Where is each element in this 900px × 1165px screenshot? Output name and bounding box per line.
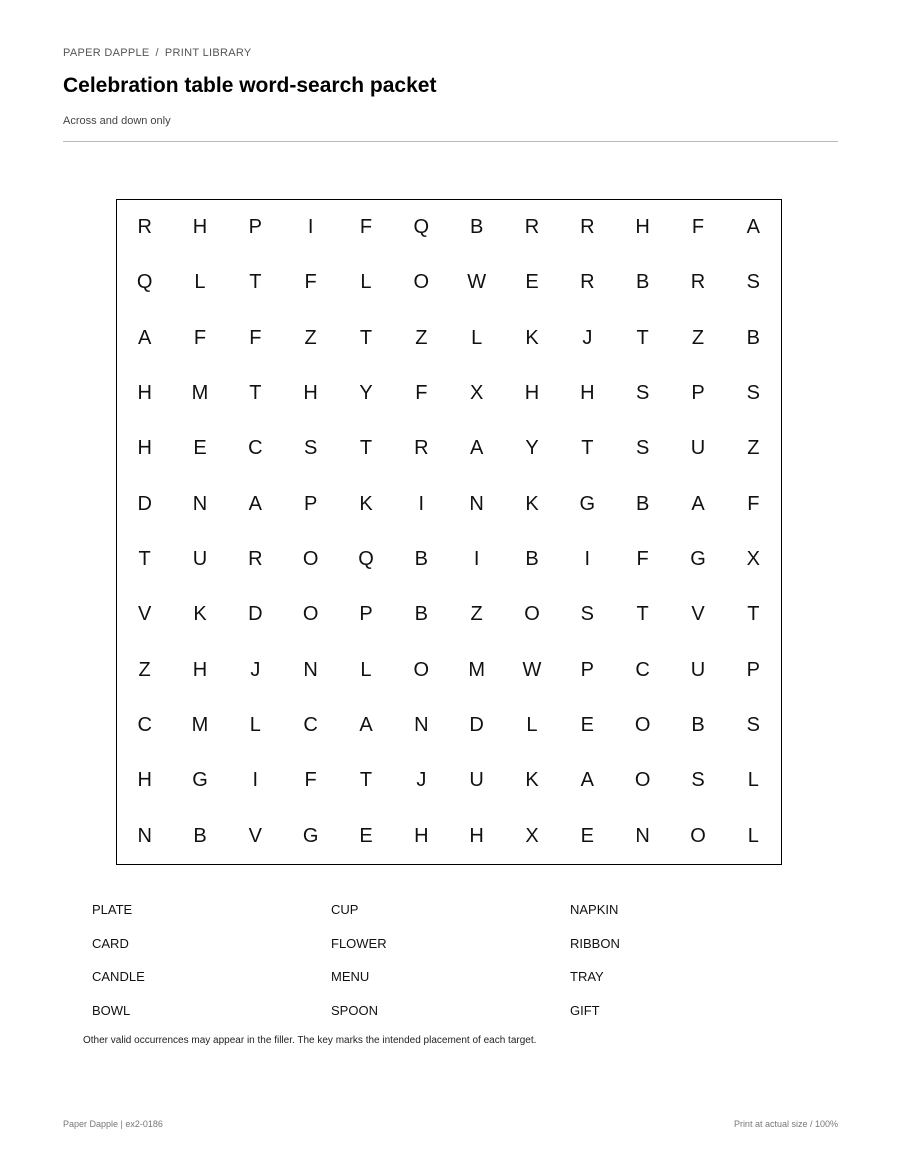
grid-cell: N — [137, 824, 152, 847]
grid-cell: E — [525, 271, 539, 294]
grid-cell: J — [250, 658, 261, 681]
grid-cell: N — [469, 492, 484, 515]
grid-cell: N — [192, 492, 208, 515]
footer-print-hint: Print at actual size / 100% — [733, 1119, 838, 1129]
grid-cell: V — [137, 603, 152, 626]
word-list-item: NAPKIN — [570, 902, 619, 917]
grid-cell: U — [690, 658, 706, 681]
grid-cell: N — [635, 824, 650, 847]
grid-cell: M — [191, 382, 209, 405]
grid-cell: A — [691, 492, 705, 515]
grid-cell: Q — [136, 271, 153, 294]
breadcrumb-item-library: PRINT LIBRARY — [164, 47, 252, 59]
grid-cell: B — [691, 714, 705, 737]
grid-cell: R — [137, 216, 152, 239]
grid-cell: Z — [304, 326, 317, 349]
puzzle-note: Other valid occurrences may appear in the filler. The key marks the intended placement of each target. — [83, 1035, 537, 1046]
grid-cell: W — [522, 658, 542, 681]
grid-cell: L — [249, 714, 261, 737]
grid-cell: L — [471, 326, 483, 349]
grid-cell: F — [359, 216, 373, 239]
grid-cell: O — [413, 658, 430, 681]
grid-cell: L — [747, 769, 759, 792]
grid-cell: F — [747, 492, 760, 515]
grid-cell: H — [469, 824, 484, 847]
grid-cell: A — [137, 326, 152, 349]
grid-cell: K — [525, 492, 539, 515]
grid-cell: S — [746, 714, 760, 737]
word-list-item: TRAY — [570, 969, 604, 984]
grid-cell: Q — [413, 216, 430, 239]
grid-cell: I — [473, 548, 480, 571]
grid-cell: Q — [358, 548, 374, 571]
word-list-item: RIBBON — [570, 935, 620, 951]
header-divider — [63, 141, 838, 142]
grid-cell: L — [360, 271, 372, 294]
grid-cell: T — [581, 437, 594, 460]
grid-cell: M — [191, 714, 209, 737]
grid-cell: S — [691, 769, 705, 792]
grid-cell: I — [252, 769, 259, 792]
grid-cell: G — [579, 492, 596, 515]
page-title: Celebration table word-search packet — [63, 74, 437, 97]
grid-cell: P — [746, 658, 760, 681]
grid-cell: E — [359, 824, 373, 847]
grid-cell: F — [304, 769, 317, 792]
grid-cell: H — [580, 382, 595, 405]
breadcrumb-item-brand: PAPER DAPPLE — [63, 47, 150, 59]
grid-cell: B — [193, 824, 207, 847]
grid-cell: U — [469, 769, 484, 792]
grid-cell: I — [418, 492, 425, 515]
grid-cell: K — [359, 492, 373, 515]
breadcrumb — [63, 47, 252, 59]
grid-cell: S — [303, 437, 318, 460]
grid-cell: B — [635, 271, 650, 294]
grid-cell: B — [525, 548, 539, 571]
grid-cell: T — [359, 326, 373, 349]
grid-cell: T — [636, 326, 649, 349]
word-list-item: PLATE — [92, 902, 133, 917]
grid-cell: R — [414, 437, 429, 460]
grid-cell: W — [467, 271, 487, 294]
grid-cell: L — [747, 824, 759, 847]
grid-cell: R — [580, 271, 595, 294]
grid-cell: X — [469, 382, 484, 405]
grid-cell: T — [636, 603, 649, 626]
grid-cell: U — [192, 548, 208, 571]
grid-cell: S — [635, 382, 650, 405]
grid-cell: B — [414, 603, 428, 626]
grid-cell: O — [690, 824, 706, 847]
grid-cell: O — [634, 769, 651, 792]
grid-cell: K — [525, 326, 539, 349]
grid-cell: G — [690, 548, 706, 571]
grid-cell: P — [248, 216, 262, 239]
grid-cell: Y — [359, 382, 373, 405]
grid-cell: T — [747, 603, 760, 626]
grid-cell: O — [524, 603, 540, 626]
grid-cell: G — [302, 824, 319, 847]
word-list-item: FLOWER — [331, 935, 387, 951]
grid-cell: E — [580, 824, 594, 847]
grid-cell: G — [192, 769, 208, 792]
grid-cell: S — [746, 271, 760, 294]
grid-cell: C — [635, 658, 650, 681]
grid-cell: B — [635, 492, 650, 515]
grid-cell: L — [360, 658, 372, 681]
grid-cell: L — [526, 714, 538, 737]
word-list-item: BOWL — [92, 1002, 131, 1018]
word-search-grid — [116, 199, 782, 865]
grid-cell: F — [415, 382, 428, 405]
grid-cell: Y — [525, 437, 539, 460]
grid-cell: F — [636, 548, 649, 571]
grid-cell: Z — [691, 326, 705, 349]
grid-cell: E — [580, 714, 594, 737]
grid-cell: N — [303, 658, 318, 681]
grid-cell: B — [746, 326, 760, 349]
grid-cell: Z — [747, 437, 760, 460]
word-list — [92, 902, 812, 1036]
grid-cell: V — [691, 603, 705, 626]
grid-cell: Z — [415, 326, 428, 349]
grid-cell: R — [248, 548, 263, 571]
grid-cell: U — [690, 437, 706, 460]
grid-cell: D — [137, 492, 152, 515]
grid-cell: E — [193, 437, 207, 460]
word-list-item: CUP — [331, 902, 359, 917]
word-list-item: CANDLE — [92, 969, 145, 984]
footer-brand-id: Paper Dapple | ex2-0186 — [63, 1119, 163, 1129]
grid-cell: R — [524, 216, 540, 239]
grid-cell: K — [193, 603, 207, 626]
grid-cell: M — [468, 658, 485, 681]
grid-cell: A — [359, 714, 373, 737]
grid-cell: H — [137, 382, 152, 405]
grid-cell: C — [248, 437, 263, 460]
grid-cell: F — [691, 216, 705, 239]
grid-cell: A — [469, 437, 484, 460]
grid-cell: T — [138, 548, 151, 571]
grid-cell: D — [469, 714, 484, 737]
word-list-item: CARD — [92, 935, 129, 951]
word-list-item: MENU — [331, 969, 370, 984]
grid-cell: T — [249, 382, 262, 405]
grid-cell: I — [584, 548, 591, 571]
grid-cell: Z — [138, 658, 151, 681]
grid-cell: H — [524, 382, 540, 405]
grid-cell: B — [414, 548, 428, 571]
grid-cell: H — [192, 658, 208, 681]
grid-cell: F — [249, 326, 262, 349]
grid-cell: R — [580, 216, 595, 239]
grid-cell: F — [193, 326, 207, 349]
word-list-item: SPOON — [331, 1002, 378, 1018]
grid-cell: H — [137, 769, 152, 792]
grid-cell: A — [248, 492, 262, 515]
grid-cell: X — [746, 548, 760, 571]
breadcrumb-separator: / — [155, 47, 159, 59]
grid-cell: V — [248, 824, 262, 847]
grid-cell: T — [359, 437, 373, 460]
grid-cell: O — [634, 714, 651, 737]
grid-cell: A — [580, 769, 594, 792]
grid-cell: H — [635, 216, 650, 239]
grid-cell: H — [137, 437, 152, 460]
grid-cell: P — [303, 492, 318, 515]
grid-cell: S — [746, 382, 760, 405]
page-subtitle: Across and down only — [63, 115, 171, 127]
grid-cell: H — [414, 824, 429, 847]
grid-cell: T — [249, 271, 262, 294]
grid-cell: L — [194, 271, 206, 294]
grid-cell: S — [580, 603, 594, 626]
grid-cell: O — [302, 603, 319, 626]
grid-cell: B — [469, 216, 484, 239]
grid-cell: S — [635, 437, 650, 460]
grid-cell: J — [416, 769, 427, 792]
grid-cell: O — [413, 271, 430, 294]
grid-cell: J — [582, 326, 593, 349]
grid-cell: Z — [470, 603, 483, 626]
word-list-item: GIFT — [570, 1002, 600, 1018]
grid-cell: H — [192, 216, 208, 239]
grid-cell: F — [304, 271, 317, 294]
grid-cell: P — [359, 603, 373, 626]
grid-cell: D — [248, 603, 263, 626]
grid-cell: A — [746, 216, 760, 239]
grid-cell: T — [359, 769, 373, 792]
grid-cell: P — [580, 658, 594, 681]
grid-cell: C — [303, 714, 318, 737]
grid-cell: H — [303, 382, 318, 405]
grid-cell: R — [690, 271, 706, 294]
grid-cell: N — [414, 714, 429, 737]
grid-cell: O — [302, 548, 319, 571]
grid-cell: C — [137, 714, 152, 737]
grid-cell: I — [307, 216, 314, 239]
grid-cell: P — [691, 382, 705, 405]
grid-cell: X — [525, 824, 539, 847]
grid-cell: K — [525, 769, 539, 792]
